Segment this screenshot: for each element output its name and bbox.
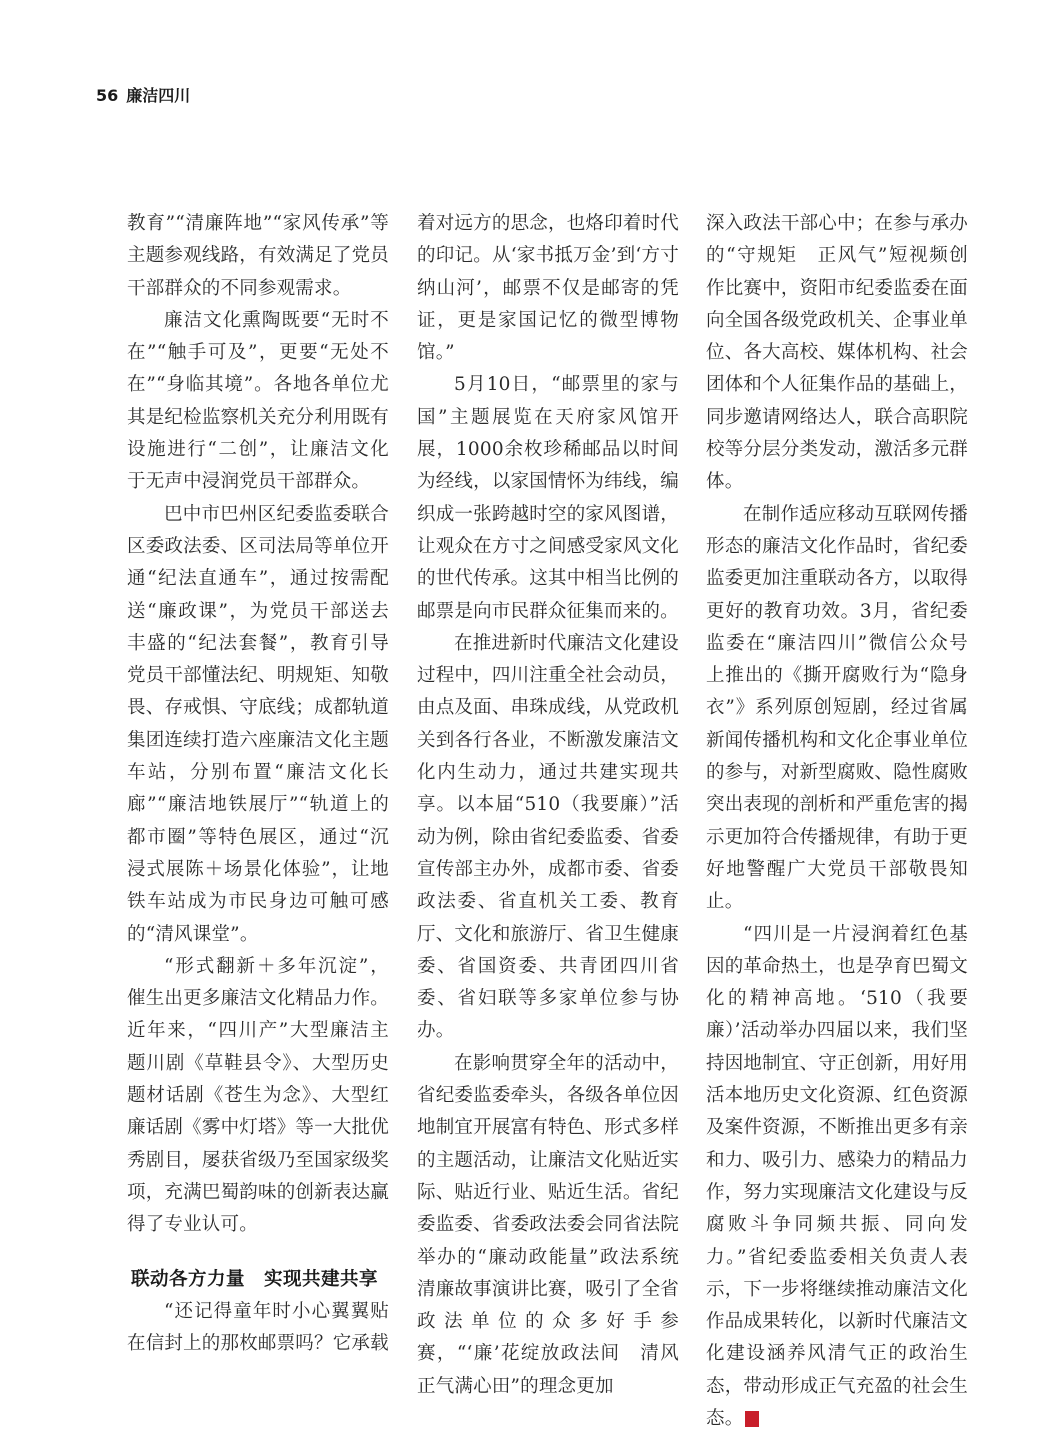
paragraph: “还记得童年时小心翼翼贴在信封上的那枚邮票吗？它承载 [127,1300,389,1355]
column-2 [417,208,679,1403]
page-header [96,83,190,106]
paragraph: 巴中市巴州区纪委监委联合区委政法委、区司法局等单位开通“纪法直通车”，通过按需配送“廉政课”，为党员干部送去丰盛的“纪法套餐”，教育引导党员干部懂法纪、明规矩、知敬畏、存戒惧、守底线；成都轨道集团连续打造六座廉洁文化主题车站，分别布置“廉洁文化长廊”“廉洁地铁展厅”“轨道上的都市圈”等特色展区，通过“沉浸式展陈＋场景化体验”，让地铁车站成为市民身边可触可感的“清风课堂”。 [127,503,389,945]
paragraph: 在制作适应移动互联网传播形态的廉洁文化作品时，省纪委监委更加注重联动各方，以取得更好的教育功效。3月，省纪委监委在“廉洁四川”微信公众号上推出的《撕开腐败行为“隐身衣”》系列原创短剧，经过省属新闻传播机构和文化企事业单位的参与，对新型腐败、隐性腐败突出表现的剖析和严重危害的揭示更加符合传播规律，有助于更好地警醒广大党员干部敬畏知止。 [706,503,968,913]
paragraph: 5月10日，“邮票里的家与国”主题展览在天府家风馆开展，1000余枚珍稀邮品以时间为经线，以家国情怀为纬线，编织成一张跨越时空的家风图谱，让观众在方寸之间感受家风文化的世代传承。这其中相当比例的邮票是向市民群众征集而来的。 [417,374,679,622]
paragraph: 在推进新时代廉洁文化建设过程中，四川注重全社会动员，由点及面、串珠成线，从党政机关到各行各业，不断激发廉洁文化内生动力，通过共建实现共享。以本届“510（我要廉）”活动为例，除由省纪委监委、省委宣传部主办外，成都市委、省委政法委、省直机关工委、教育厅、文化和旅游厅、省卫生健康委、省国资委、共青团四川省委、省妇联等多家单位参与协办。 [417,632,679,1042]
paragraph: 廉洁文化熏陶既要“无时不在”“触手可及”，更要“无处不在”“身临其境”。各地各单位尤其是纪检监察机关充分利用既有设施进行“二创”，让廉洁文化于无声中浸润党员干部群众。 [127,309,389,493]
page-number: 56 [96,86,119,105]
column-1 [127,208,389,1360]
column-3 [706,208,968,1435]
paragraph: 着对远方的思念，也烙印着时代的印记。从‘家书抵万金’到‘方寸纳山河’，邮票不仅是邮寄的凭证，更是家国记忆的微型博物馆。” [417,213,679,364]
paragraph: 在影响贯穿全年的活动中，省纪委监委牵头，各级各单位因地制宜开展富有特色、形式多样的主题活动，让廉洁文化贴近实际、贴近行业、贴近生活。省纪委监委、省委政法委会同省法院举办的“廉动政能量”政法系统清廉故事演讲比赛，吸引了全省政法单位的众多好手参赛，“‘廉’花绽放政法间 清风正气满心田”的理念更加 [417,1052,679,1397]
magazine-name: 廉洁四川 [126,86,191,105]
section-heading: 联动各方力量 实现共建共享 [131,1268,379,1290]
paragraph: “形式翻新＋多年沉淀”，催生出更多廉洁文化精品力作。近年来，“四川产”大型廉洁主题川剧《草鞋县令》、大型历史题材话剧《苍生为念》、大型红廉话剧《雾中灯塔》等一大批优秀剧目，屡获省级乃至国家级奖项，充满巴蜀韵味的创新表达赢得了专业认可。 [127,955,389,1236]
paragraph: 深入政法干部心中；在参与承办的“守规矩 正风气”短视频创作比赛中，资阳市纪委监委在面向全国各级党政机关、企事业单位、各大高校、媒体机构、社会团体和个人征集作品的基础上，同步邀请网络达人，联合高职院校等分层分类发动，激活多元群体。 [706,213,968,493]
paragraph [706,919,968,1435]
paragraph: 教育”“清廉阵地”“家风传承”等主题参观线路，有效满足了党员干部群众的不同参观需求。 [127,213,389,299]
end-of-article-mark: D [745,1411,759,1427]
paragraph-text: “四川是一片浸润着红色基因的革命热土，也是孕育巴蜀文化的精神高地。‘510（我要廉）’活动举办四届以来，我们坚持因地制宜、守正创新，用好用活本地历史文化资源、红色资源及案件资源，不断推出更多有亲和力、吸引力、感染力的精品力作，努力实现廉洁文化建设与反腐败斗争同频共振、同向发力。”省纪委监委相关负责人表示，下一步将继续推动廉洁文化作品成果转化，以新时代廉洁文化建设涵养风清气正的政治生态，带动形成正气充盈的社会生态。 [706,923,968,1429]
